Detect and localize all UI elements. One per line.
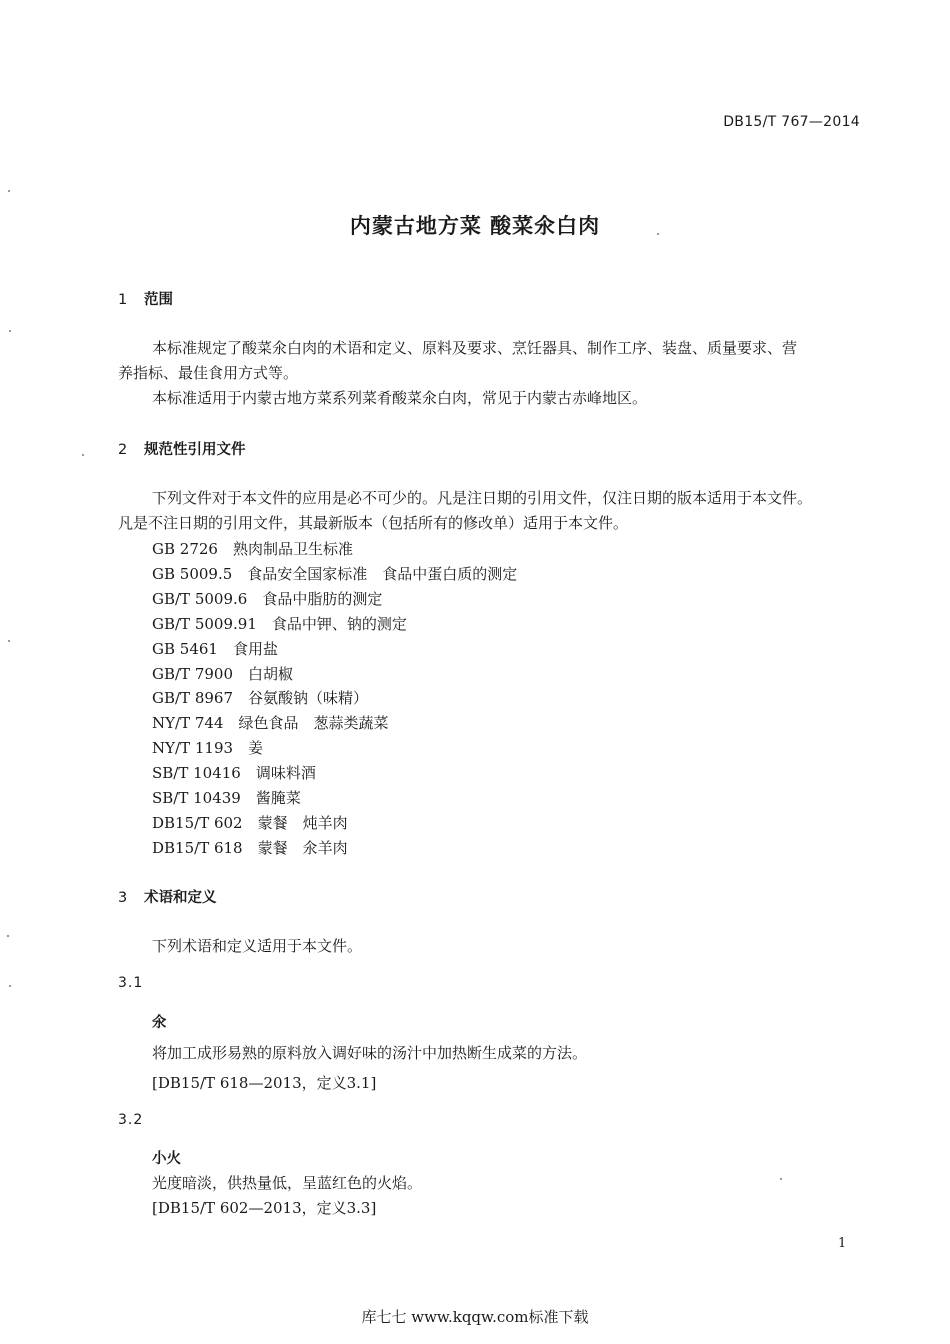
scan-speck — [82, 454, 84, 456]
reference-code: GB 5461 — [152, 639, 218, 658]
reference-name: 食品安全国家标准 食品中蛋白质的测定 — [247, 564, 518, 583]
term-3-2-source: [DB15/T 602—2013，定义3.3] — [152, 1199, 377, 1217]
reference-name: 绿色食品 葱蒜类蔬菜 — [238, 714, 389, 733]
reference-code: NY/T 744 — [152, 714, 224, 733]
reference-name: 食用盐 — [232, 639, 278, 658]
scan-speck — [9, 985, 11, 987]
footer-watermark: 库七七 www.kqqw.com标准下载 — [361, 1308, 589, 1326]
scan-speck — [657, 233, 659, 235]
section-3-heading — [118, 886, 217, 907]
scan-speck — [8, 190, 10, 192]
reference-code: GB/T 8967 — [152, 689, 234, 708]
reference-code: DB15/T 618 — [152, 838, 243, 857]
reference-item — [152, 612, 517, 637]
reference-name: 白胡椒 — [248, 664, 294, 683]
reference-name: 食品中钾、钠的测定 — [271, 614, 407, 633]
reference-item — [152, 761, 517, 786]
reference-name: 姜 — [248, 739, 264, 758]
reference-code: NY/T 1193 — [152, 739, 234, 758]
term-3-1-definition: 将加工成形易熟的原料放入调好味的汤汁中加热断生成菜的方法。 — [152, 1044, 588, 1062]
section-2-number: 2 — [118, 442, 128, 458]
reference-name: 酱腌菜 — [255, 789, 301, 808]
reference-name: 调味料酒 — [255, 764, 316, 783]
terms-intro: 下列术语和定义适用于本文件。 — [152, 937, 363, 955]
reference-item — [152, 736, 517, 761]
reference-name: 谷氨酸钠（味精） — [248, 689, 369, 708]
references-intro-line-2: 凡是不注日期的引用文件，其最新版本（包括所有的修改单）适用于本文件。 — [118, 514, 629, 532]
scope-paragraph-1-line-1: 本标准规定了酸菜氽白肉的术语和定义、原料及要求、烹饪器具、制作工序、装盘、质量要求、营 — [152, 339, 798, 357]
section-1-number: 1 — [118, 292, 128, 308]
section-3-number: 3 — [118, 890, 128, 906]
reference-name: 蒙餐 炖羊肉 — [257, 813, 348, 832]
reference-code: DB15/T 602 — [152, 813, 243, 832]
term-3-2-number: 3.2 — [118, 1112, 144, 1128]
section-1-title: 范围 — [144, 292, 173, 308]
reference-code: GB/T 5009.6 — [152, 589, 248, 608]
reference-item — [152, 662, 517, 687]
term-3-2-definition: 光度暗淡，供热量低，呈蓝红色的火焰。 — [152, 1174, 423, 1192]
reference-name: 熟肉制品卫生标准 — [232, 540, 353, 558]
reference-name: 蒙餐 氽羊肉 — [257, 838, 348, 857]
reference-item — [152, 562, 517, 587]
scan-speck — [780, 1178, 782, 1180]
reference-code: GB 2726 — [152, 540, 218, 558]
section-1-heading — [118, 288, 173, 309]
term-3-1-name: 氽 — [152, 1015, 167, 1031]
scan-speck — [9, 330, 11, 332]
term-3-1-source: [DB15/T 618—2013，定义3.1] — [152, 1074, 377, 1092]
reference-code: GB/T 7900 — [152, 664, 234, 683]
section-3-title: 术语和定义 — [144, 890, 217, 906]
scan-speck — [8, 640, 10, 642]
reference-item — [152, 537, 517, 562]
section-2-heading — [118, 438, 246, 459]
reference-item — [152, 686, 517, 711]
scan-speck — [7, 935, 9, 937]
reference-item — [152, 786, 517, 811]
reference-code: SB/T 10416 — [152, 764, 241, 783]
term-3-2-name: 小火 — [152, 1151, 181, 1167]
reference-item — [152, 836, 517, 861]
reference-code: GB 5009.5 — [152, 564, 233, 583]
reference-item — [152, 811, 517, 836]
references-intro-line-1: 下列文件对于本文件的应用是必不可少的。凡是注日期的引用文件，仅注日期的版本适用于本文件。 — [152, 489, 813, 507]
reference-name: 食品中脂肪的测定 — [262, 589, 383, 608]
reference-list — [152, 537, 517, 861]
term-3-1-number: 3.1 — [118, 975, 144, 991]
section-2-title: 规范性引用文件 — [144, 442, 246, 458]
scope-paragraph-2: 本标准适用于内蒙古地方菜系列菜肴酸菜氽白肉，常见于内蒙古赤峰地区。 — [152, 389, 648, 407]
reference-item — [152, 711, 517, 736]
scope-paragraph-1-line-2: 养指标、最佳食用方式等。 — [118, 364, 299, 382]
reference-item — [152, 587, 517, 612]
standard-code: DB15/T 767—2014 — [723, 114, 860, 130]
page-number: 1 — [838, 1236, 847, 1251]
reference-item — [152, 637, 517, 662]
reference-code: GB/T 5009.91 — [152, 614, 257, 633]
reference-code: SB/T 10439 — [152, 789, 241, 808]
document-title: 内蒙古地方菜 酸菜氽白肉 — [349, 214, 601, 238]
